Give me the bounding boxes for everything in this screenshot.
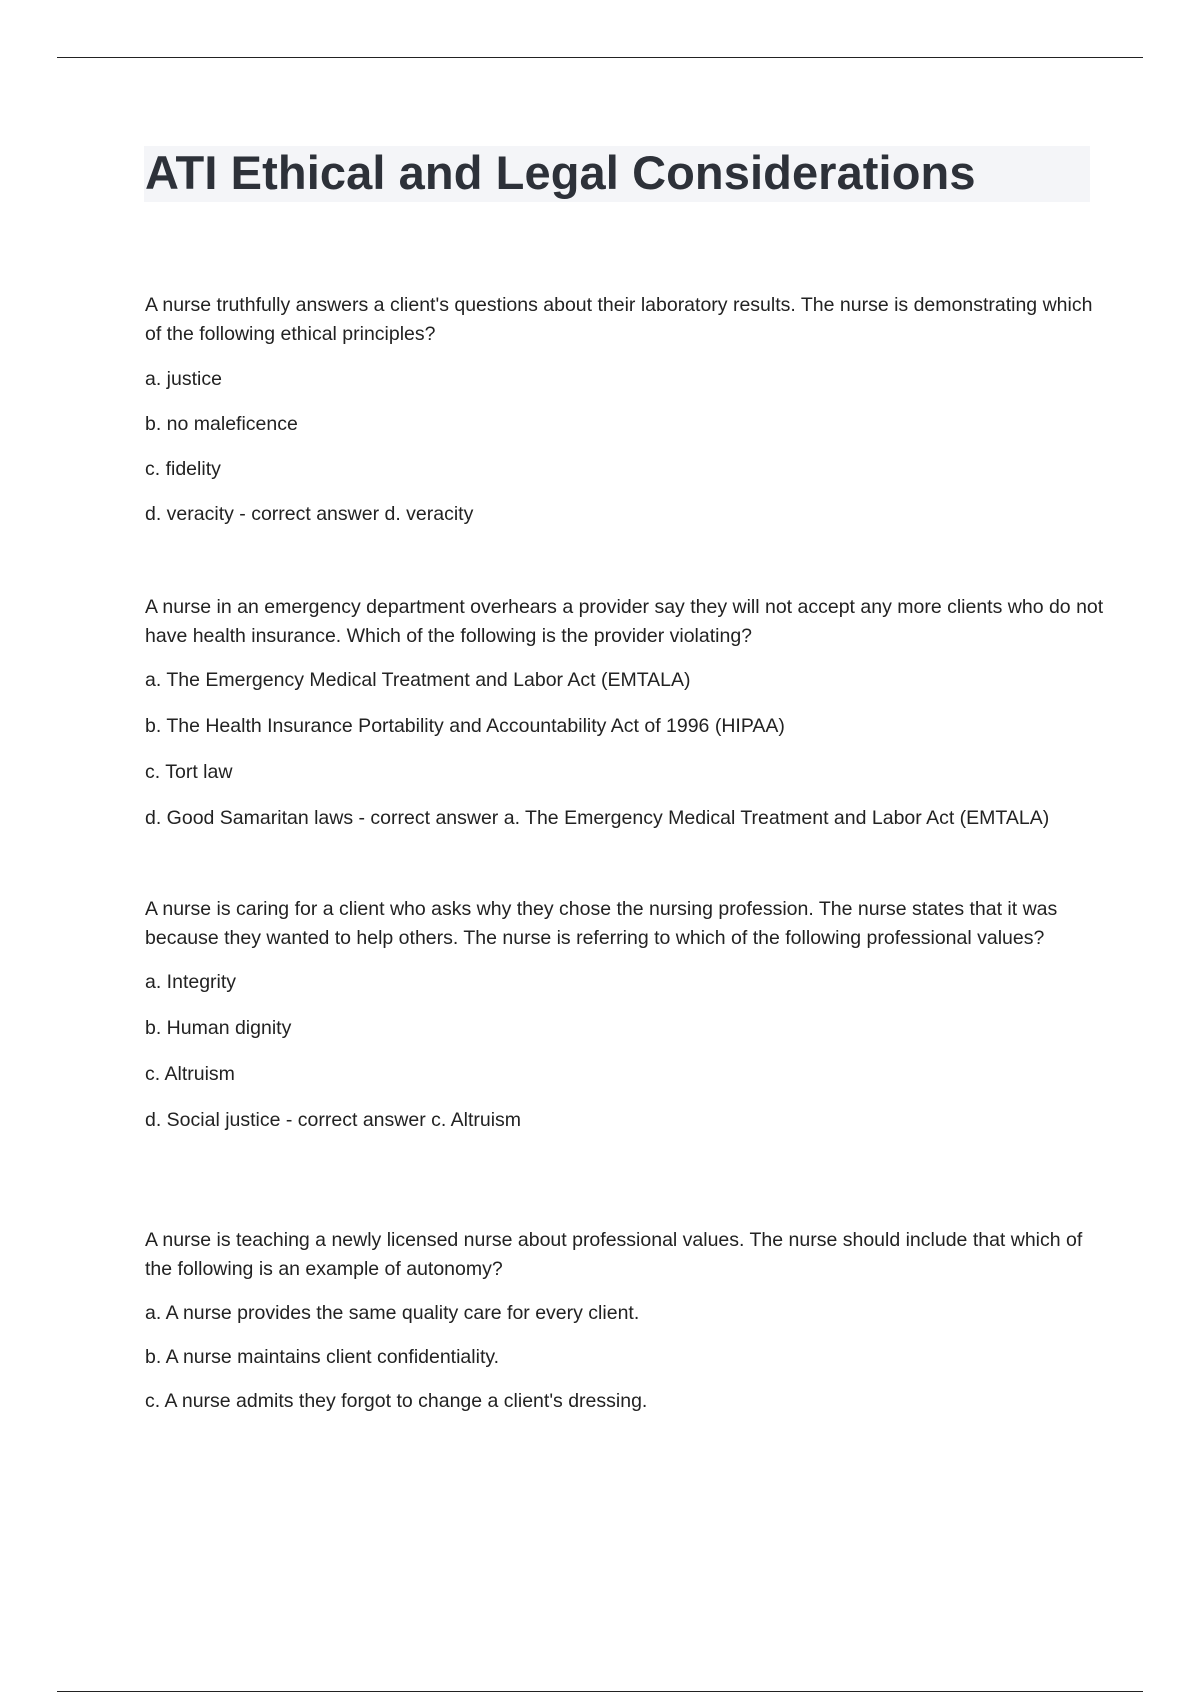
question-block-1 xyxy=(145,291,1105,545)
footer-rule xyxy=(57,1691,1143,1692)
answer-option: a. Integrity xyxy=(145,971,237,993)
answer-option: c. Tort law xyxy=(145,761,233,783)
answer-option: a. The Emergency Medical Treatment and Labor Act (EMTALA) xyxy=(145,669,691,691)
answer-option: a. A nurse provides the same quality care for every client. xyxy=(145,1302,640,1324)
question-prompt: A nurse is caring for a client who asks why they chose the nursing profession. The nurse states that it was because they wanted to help others. The nurse is referring to which of the following professional values? xyxy=(145,898,1058,949)
answer-option-with-correct-answer: d. Good Samaritan laws - correct answer a. The Emergency Medical Treatment and Labor Act (EMTALA) xyxy=(145,807,1050,829)
answer-option: c. fidelity xyxy=(145,458,221,480)
answer-option-with-correct-answer: d. veracity - correct answer d. veracity xyxy=(145,503,474,525)
document-title: ATI Ethical and Legal Considerations xyxy=(145,146,976,199)
question-prompt: A nurse is teaching a newly licensed nurse about professional values. The nurse should include that which of the following is an example of autonomy? xyxy=(145,1229,1083,1280)
answer-option-with-correct-answer: d. Social justice - correct answer c. Altruism xyxy=(145,1109,522,1131)
answer-option: b. A nurse maintains client confidentiality. xyxy=(145,1346,500,1368)
answer-option: c. A nurse admits they forgot to change a client's dressing. xyxy=(145,1390,648,1412)
question-block-4 xyxy=(145,1226,1105,1431)
question-prompt: A nurse in an emergency department overhears a provider say they will not accept any more clients who do not have health insurance. Which of the following is the provider violating? xyxy=(145,596,1104,647)
question-block-2 xyxy=(145,593,1105,850)
answer-option: b. no maleficence xyxy=(145,413,298,435)
answer-option: b. Human dignity xyxy=(145,1017,292,1039)
question-block-3 xyxy=(145,895,1105,1152)
question-prompt: A nurse truthfully answers a client's questions about their laboratory results. The nurse is demonstrating which of the following ethical principles? xyxy=(145,294,1093,345)
header-rule xyxy=(57,57,1143,58)
answer-option: c. Altruism xyxy=(145,1063,235,1085)
answer-option: b. The Health Insurance Portability and Accountability Act of 1996 (HIPAA) xyxy=(145,715,785,737)
answer-option: a. justice xyxy=(145,368,222,390)
